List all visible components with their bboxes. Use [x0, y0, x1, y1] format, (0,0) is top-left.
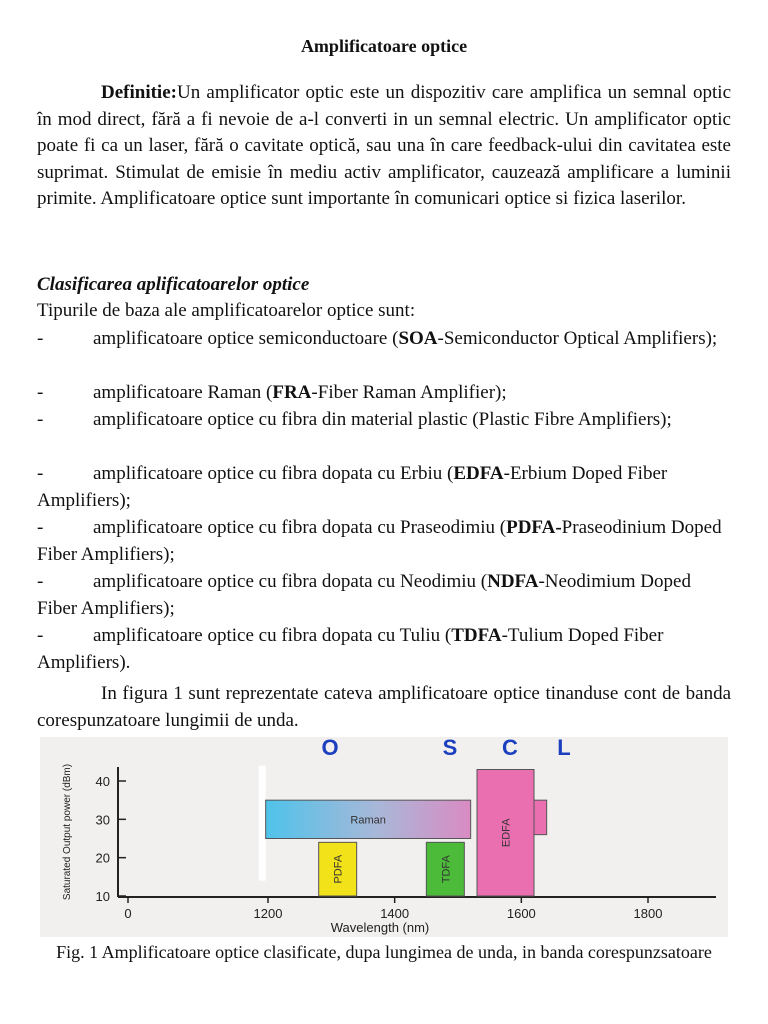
list-item-text: amplificatoare optice cu fibra dopata cu Erbiu (: [93, 463, 454, 484]
x-tick-label: 1400: [380, 906, 410, 921]
page-title: Amplificatoare optice: [300, 36, 468, 56]
figure-chart: [40, 737, 728, 937]
list-item-text: amplificatoare optice semiconductoare (: [93, 328, 399, 349]
x-tick-label: 1800: [633, 906, 663, 921]
region-label-pdfa: PDFA: [332, 854, 345, 884]
list-item-dash: -: [37, 382, 44, 403]
region-label-raman: Raman: [350, 814, 386, 827]
list-item: [37, 568, 731, 622]
list-item-text: amplificatoare Raman (: [93, 382, 273, 403]
list-item-dash: -: [37, 625, 44, 646]
region-soa: [259, 766, 266, 881]
list-item-abbr: SOA: [398, 328, 438, 349]
y-tick-label: 40: [95, 774, 110, 789]
list-item-text: amplificatoare optice cu fibra dopata cu Praseodimiu (: [93, 517, 507, 538]
list-item-abbr: PDFA-: [506, 517, 562, 538]
definition-text: Un amplificator optic este un dispozitiv care amplifica un semnal optic în mod direct, fără a fi nevoie de a-l converti in un semnal electric. Un amplificator optic poate fi ca un laser, fără o cavitate optică, sau una în care feedback-ului din cavitatea este suprimat. Stimulat de emisie în mediu activ amplificator, cauzează amplificare a luminii primite. Amplificatoare optice sunt importante în comunicari optice si fizica laserilor.: [37, 82, 731, 209]
section-intro: Tipurile de baza ale amplificatoarelor optice sunt:: [37, 300, 416, 321]
y-tick-label: 30: [95, 812, 110, 828]
list-item-abbr: TDFA: [451, 625, 502, 646]
list-item-description: -Neodimium Doped Fiber Amplifiers);: [37, 571, 691, 619]
x-tick-label: 1200: [253, 906, 283, 921]
definition-paragraph: [37, 80, 731, 213]
definition-label: Definitie:: [101, 82, 177, 103]
y-tick-label: 10: [95, 889, 110, 904]
list-item-description: -Semiconductor Optical Amplifiers);: [437, 328, 718, 349]
list-item: [37, 325, 731, 352]
list-item-text: amplificatoare optice cu fibra dopata cu Tuliu (: [93, 625, 452, 646]
band-label-o: O: [321, 737, 339, 760]
wavelength-chart: [40, 737, 728, 937]
list-item: [37, 379, 731, 406]
x-tick-label: 0: [124, 906, 132, 921]
band-label-s: S: [442, 737, 458, 760]
figure-intro: In figura 1 sunt reprezentate cateva amplificatoare optice tinanduse cont de banda corespunzatoare lungimii de unda.: [37, 683, 731, 731]
region-label-tdfa: TDFA: [440, 855, 453, 884]
y-axis-label: Saturated Output power (dBm): [62, 763, 73, 901]
region-label-edfa: EDFA: [500, 818, 513, 848]
figure-caption: Fig. 1 Amplificatoare optice clasificate, dupa lungimea de unda, in banda corespunzsatoare: [56, 942, 712, 962]
list-item-description: -Fiber Raman Amplifier);: [311, 382, 507, 403]
list-item-dash: -: [37, 517, 44, 538]
list-item: [37, 514, 731, 568]
y-tick-label: 20: [95, 850, 110, 866]
section-heading: Clasificarea aplificatoarelor optice: [37, 274, 310, 295]
band-label-c: C: [502, 737, 518, 760]
list-item-text: amplificatoare optice cu fibra din material plastic (Plastic Fibre Amplifiers);: [93, 409, 672, 430]
list-item-dash: -: [37, 409, 44, 430]
list-item-abbr: NDFA: [487, 571, 539, 592]
x-tick-label: 1600: [506, 906, 536, 921]
list-item: [37, 406, 731, 433]
list-item-abbr: FRA: [272, 382, 312, 403]
x-axis-label: Wavelength (nm): [330, 920, 430, 935]
list-item-dash: -: [37, 463, 44, 484]
list-item-dash: -: [37, 328, 44, 349]
list-item-description: -Erbium Doped Fiber Amplifiers);: [37, 463, 668, 511]
list-item-description: Praseodinium Doped Fiber Amplifiers);: [37, 517, 722, 565]
list-item: [37, 622, 731, 676]
region-edfa-l: [534, 800, 547, 835]
list-item-text: amplificatoare optice cu fibra dopata cu Neodimiu (: [93, 571, 488, 592]
list-item-dash: -: [37, 571, 44, 592]
band-label-l: L: [557, 737, 571, 760]
list-item: [37, 460, 731, 514]
list-item-description: -Tulium Doped Fiber Amplifiers).: [37, 625, 664, 673]
list-item-abbr: EDFA: [453, 463, 504, 484]
